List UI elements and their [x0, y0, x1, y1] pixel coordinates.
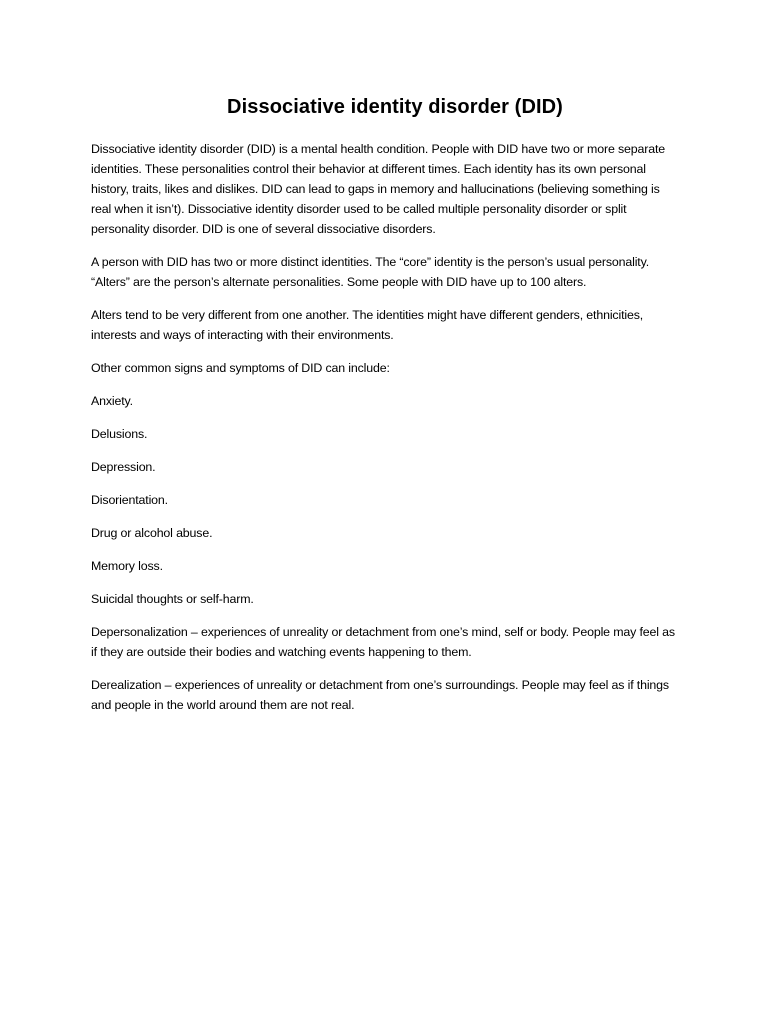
document-body	[91, 139, 681, 728]
paragraph-derealization: Derealization – experiences of unreality or detachment from one’s surroundings. People may feel as if things and people in the world around them are not real.	[91, 678, 669, 712]
symptom-item: Disorientation.	[91, 493, 168, 507]
symptom-item: Delusions.	[91, 427, 148, 441]
paragraph-symptoms-intro: Other common signs and symptoms of DID can include:	[91, 361, 390, 375]
document-title: Dissociative identity disorder (DID)	[227, 96, 563, 118]
symptom-item: Suicidal thoughts or self-harm.	[91, 592, 254, 606]
symptom-item: Memory loss.	[91, 559, 163, 573]
symptom-item: Drug or alcohol abuse.	[91, 526, 213, 540]
paragraph-depersonalization: Depersonalization – experiences of unreality or detachment from one’s mind, self or body. People may feel as if they are outside their bodies and watching events happening to them.	[91, 625, 675, 659]
symptom-item: Depression.	[91, 460, 156, 474]
paragraph-identities: A person with DID has two or more distinct identities. The “core” identity is the person’s usual personality. “Alters” are the person’s alternate personalities. Some people with DID have up to 100 alters.	[91, 255, 650, 289]
symptom-item: Anxiety.	[91, 394, 133, 408]
paragraph-alters: Alters tend to be very different from one another. The identities might have different genders, ethnicities, interests and ways of interacting with their environments.	[91, 308, 644, 342]
paragraph-intro: Dissociative identity disorder (DID) is a mental health condition. People with DID have two or more separate identities. These personalities control their behavior at different times. Each identity has its own personal history, traits, likes and dislikes. DID can lead to gaps in memory and hallucinations (believing something is real when it isn’t). Dissociative identity disorder used to be called multiple personality disorder or split personality disorder. DID is one of several dissociative disorders.	[91, 142, 666, 236]
